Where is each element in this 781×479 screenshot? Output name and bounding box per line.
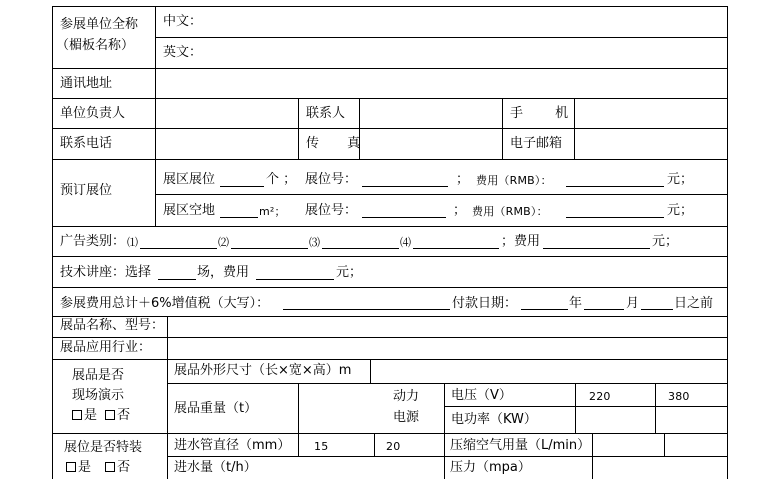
row-divider-chinese-english [156, 37, 728, 38]
row-divider-voltage [445, 406, 728, 407]
booth-separator: ； [456, 172, 470, 187]
demo-yes-checkbox[interactable] [72, 410, 82, 420]
ad-1-blank[interactable] [140, 248, 217, 249]
column-divider [298, 98, 299, 159]
demo-label: 展品是否 [72, 368, 125, 383]
email-label: 电子邮箱 [510, 136, 563, 151]
payment-date-label: 付款日期： [452, 296, 518, 311]
special-no-checkbox[interactable] [105, 462, 115, 472]
power-label: 动力 [393, 389, 420, 404]
dimensions-label: 展品外形尺寸（长×宽×高）m [174, 363, 352, 378]
water-diameter-20: 20 [386, 440, 401, 453]
row-divider [52, 433, 728, 434]
lecture-fee-blank[interactable] [256, 279, 334, 280]
row-divider [52, 316, 728, 317]
row-divider-booth-space [156, 194, 728, 195]
mobile-label-text: 手 机 [510, 106, 583, 121]
address-label: 通讯地址 [60, 76, 113, 91]
ad-option-3: ⑶ [309, 236, 321, 249]
space-no-label: 展位号： [305, 203, 358, 218]
total-fee-label: 参展费用总计＋6%增值税（大写）： [60, 296, 270, 311]
ad-2-blank[interactable] [231, 248, 308, 249]
booth-count-blank[interactable] [220, 186, 264, 187]
ad-3-blank[interactable] [322, 248, 399, 249]
column-divider [664, 433, 665, 456]
lecture-fee-label: 场，费用 [197, 265, 250, 280]
row-divider [52, 98, 728, 99]
lecture-sessions-blank[interactable] [158, 279, 196, 280]
booth-fee-label: 费用（RMB）： [476, 174, 552, 187]
booking-label: 预订展位 [60, 183, 113, 198]
pay-day-blank[interactable] [641, 309, 673, 310]
row-divider [52, 287, 728, 288]
booth-unit-label: 个 ； [266, 172, 297, 187]
row-divider [52, 337, 728, 338]
row-divider [52, 359, 728, 360]
ad-option-4: ⑷ [400, 236, 412, 249]
pressure-label: 压力（mpa） [450, 460, 531, 475]
ad-fee-blank[interactable] [543, 248, 650, 249]
space-yuan-label: 元； [667, 203, 694, 218]
column-divider [655, 383, 656, 433]
ad-option-1: ⑴ [127, 236, 139, 249]
space-unit-label: m²； [259, 205, 286, 218]
special-options [66, 460, 130, 476]
special-no-label: 否 [117, 460, 131, 475]
year-label: 年 [569, 296, 583, 311]
water-diameter-label: 进水管直径（mm） [174, 438, 291, 453]
power-sublabel: 电源 [393, 410, 420, 425]
space-area-blank[interactable] [220, 217, 258, 218]
space-separator: ； [453, 203, 467, 218]
voltage-380: 380 [668, 390, 690, 403]
row-divider-water [168, 456, 728, 457]
month-label: 月 [626, 296, 640, 311]
voltage-220: 220 [589, 390, 611, 403]
demo-sublabel: 现场演示 [72, 388, 125, 403]
special-booth-label: 展位是否特装 [64, 440, 143, 455]
weight-label: 展品重量（t） [174, 401, 258, 416]
manager-label: 单位负责人 [60, 106, 126, 121]
demo-no-label: 否 [117, 408, 131, 423]
total-fee-blank[interactable] [283, 309, 450, 310]
booth-fee-blank[interactable] [566, 186, 664, 187]
column-divider [374, 433, 375, 456]
column-divider [575, 383, 576, 433]
pay-year-blank[interactable] [521, 309, 568, 310]
pay-month-blank[interactable] [584, 309, 624, 310]
space-fee-label: 费用（RMB）： [472, 205, 548, 218]
column-divider [370, 359, 371, 383]
column-divider [298, 383, 299, 456]
demo-no-checkbox[interactable] [105, 410, 115, 420]
column-divider [592, 433, 593, 479]
demo-options [72, 408, 130, 424]
fax-label [306, 136, 372, 152]
label-column-divider [155, 6, 156, 227]
exhibit-name-label: 展品名称、型号： [60, 318, 165, 333]
compressed-air-label: 压缩空气用量（L/min） [450, 438, 591, 453]
ad-category-label: 广告类别： [60, 234, 126, 249]
space-area-label: 展区空地 [163, 203, 216, 218]
row-divider [52, 256, 728, 257]
ad-4-blank[interactable] [413, 248, 499, 249]
water-volume-label: 进水量（t/h） [174, 460, 257, 475]
column-divider [444, 383, 445, 479]
lecture-label: 技术讲座：选择 [60, 265, 152, 280]
booth-no-label: 展位号： [305, 172, 358, 187]
row-divider [52, 159, 728, 160]
phone-label: 联系电话 [60, 136, 113, 151]
booth-yuan-label: 元； [667, 172, 694, 187]
special-yes-checkbox[interactable] [66, 462, 76, 472]
company-name-sublabel: （楣板名称） [56, 38, 135, 53]
ad-fee-label: ；费用 [501, 234, 541, 249]
column-divider [502, 98, 503, 159]
row-divider-dims [168, 383, 728, 384]
booth-no-blank[interactable] [362, 186, 448, 187]
special-yes-label: 是 [78, 460, 92, 475]
row-divider [52, 128, 728, 129]
company-name-label: 参展单位全称 [60, 17, 139, 32]
space-fee-blank[interactable] [566, 217, 664, 218]
contact-person-label: 联系人 [306, 106, 346, 121]
lecture-yuan-label: 元； [336, 265, 363, 280]
english-name-label: 英文： [163, 45, 203, 60]
table-border-left [52, 6, 53, 479]
ad-yuan-label: 元； [652, 234, 679, 249]
power-rate-label: 电功率（KW） [451, 412, 537, 427]
demo-yes-label: 是 [84, 408, 98, 423]
space-no-blank[interactable] [362, 217, 446, 218]
column-divider [167, 316, 168, 479]
booth-area-label: 展区展位 [163, 172, 216, 187]
row-divider [52, 68, 728, 69]
row-divider [52, 226, 728, 227]
before-day-label: 日之前 [674, 296, 714, 311]
water-diameter-15: 15 [314, 440, 329, 453]
mobile-label [510, 106, 582, 122]
ad-option-2: ⑵ [218, 236, 230, 249]
table-border-right [727, 6, 728, 479]
exhibit-industry-label: 展品应用行业： [60, 340, 152, 355]
chinese-name-label: 中文： [163, 14, 203, 29]
table-border-top [52, 6, 728, 7]
fax-label-text: 传 真 [306, 136, 373, 151]
voltage-label: 电压（V） [451, 388, 512, 403]
